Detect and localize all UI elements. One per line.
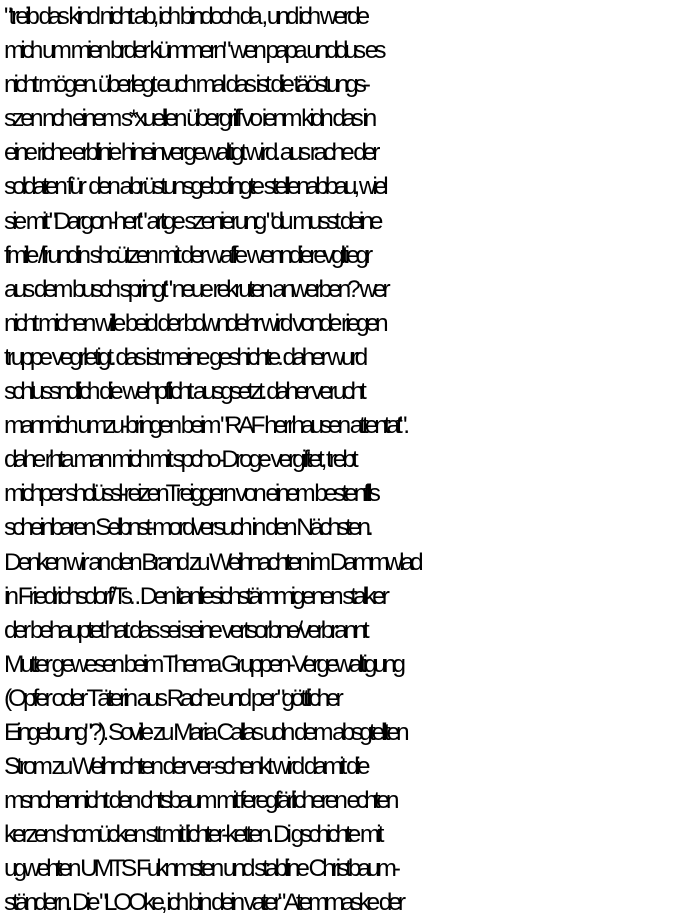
text-line-26: ugwehten UMTS Fuknmsten und stabline Christbaum- (4, 855, 397, 883)
text-line-24: msnchennicht den chtsbaum mit feregfärlicheren echten (4, 787, 396, 815)
text-line-27: ständern. Die "LOOke, ich bin dein vater" Atemmaske der (4, 889, 402, 917)
text-line-16: scheinbaren Selbnst-mordversuch in den Nächsten. (4, 514, 370, 542)
text-line-25: kerzen shcmücken stt mit lichter-ketten. Di gschichte mit (4, 821, 381, 849)
text-line-22: Eingebung"?). Sovile zu Maria Callas udn dem absgtellten (4, 718, 406, 746)
text-line-9: aus dem busch springt" neue rekruten anwerben? wer (4, 275, 387, 303)
text-line-19: der behauptet hat das sei seine vertsorbne/verbrannt (4, 616, 366, 644)
text-line-13: manmich umzu-bringen beim "RAF herrhausen attentat". (4, 412, 407, 440)
text-line-18: in Friedrichsdorf/Ts. . Den itanliesichstämmigenen stalker (4, 582, 386, 610)
text-line-10: nicht michen wille beid der bdwndehr wird vonde riegen (4, 309, 385, 337)
text-line-6: soldaten für den abrüstunsgebdingte stellenabbau, wiel (4, 173, 385, 201)
text-line-2: mich um mien brder kümmern" wen papa unddus es (4, 37, 383, 65)
text-line-14: dahe rhta man mich mit spcho-Droge vergiftet, trebt (4, 446, 355, 474)
text-line-15: michper shclüssl-reizenTreiggern von einem bestenflls (4, 480, 377, 508)
text-line-20: Mutter gewesen beim Thema Gruppen-Vergewaltigung (4, 650, 402, 678)
text-line-7: sie mit "Dargon-hert" artge szenierung "du musst deine (4, 207, 380, 235)
text-line-17: Denken wir an den Brand zu Weihnachten im Dammwlad (4, 548, 420, 576)
text-line-12: schlussndlich die wehpflicht ausgsetzt. daher verucht (4, 378, 363, 406)
text-line-8: fmile /frundin shcützen mit der waffe wenndierevgltiegr (4, 241, 370, 269)
document-body (4, 0, 684, 920)
text-line-11: truppe vegrletigt. das ist meine geshichte. daher wurd (4, 343, 365, 371)
text-line-4: szen nch einem s*xuellen übergriff vo ienm kidn das in (4, 105, 374, 133)
text-line-23: Strom zu Weihnchten der ver-schenkt wird damit die (4, 753, 367, 781)
text-line-5: eine riche erblinie hineinvergewaltigt wird. aus rache der (4, 139, 377, 167)
text-line-1: "treib das kind nicht ab, ich bindoch da , und ich werde (4, 3, 367, 30)
text-line-3: nicht mögen. überlegt euch mal das ist die täöstungs- (4, 71, 367, 99)
text-line-21: (Opfer oder Täterin aus Rache und per "göttlicher (4, 684, 340, 712)
